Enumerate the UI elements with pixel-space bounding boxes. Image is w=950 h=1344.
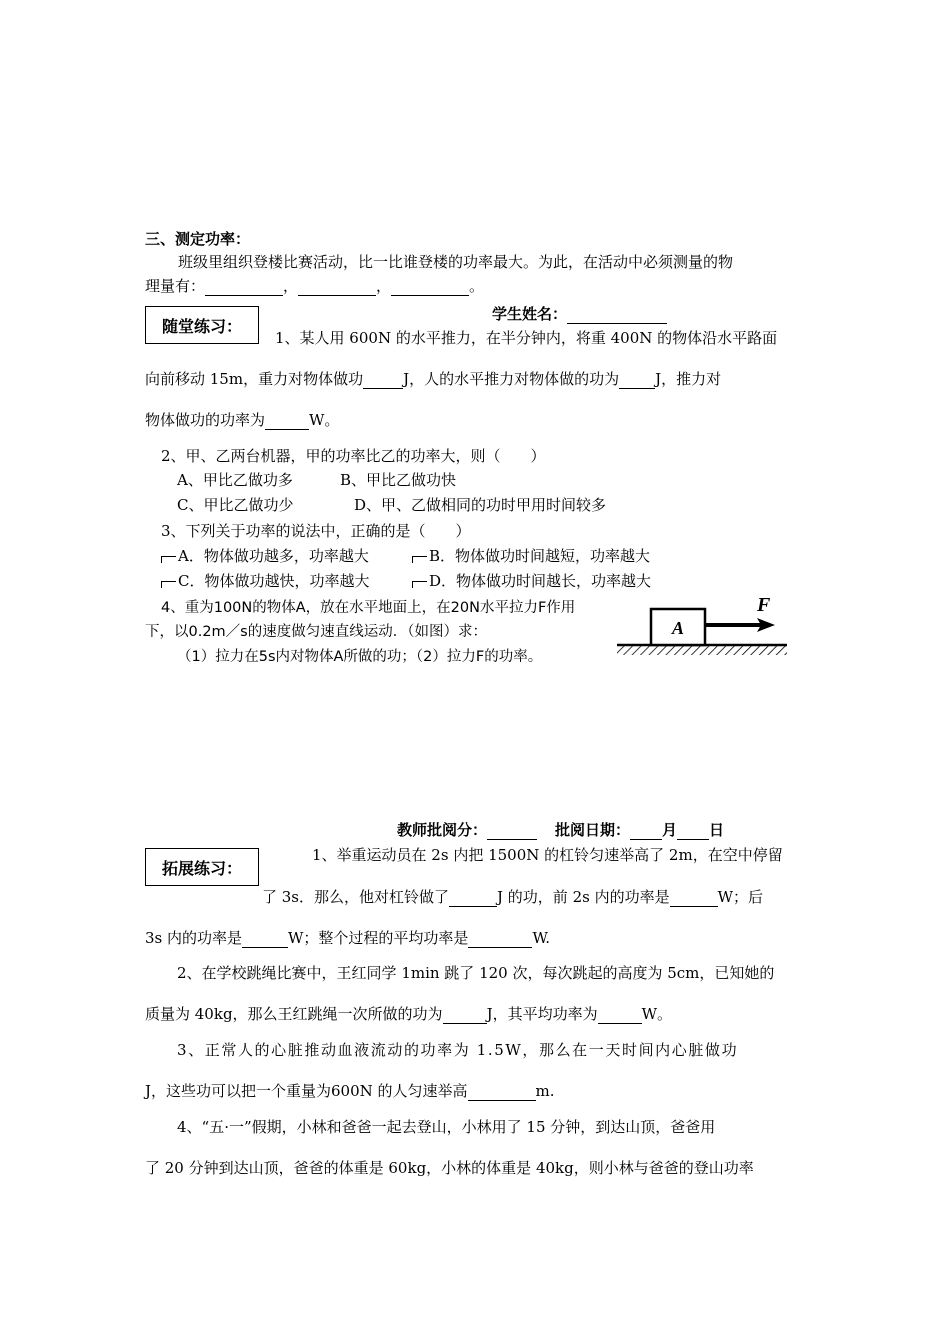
- extension-section-label: 拓展练习：: [145, 848, 259, 886]
- text-fragment: W；整个过程的平均功率是: [288, 929, 469, 947]
- text-fragment: 。: [469, 277, 485, 295]
- text-fragment: 了 3s．那么，他对杠铃做了: [262, 888, 450, 906]
- answer-blank: [449, 888, 497, 907]
- text-fragment: 3s 内的功率是: [145, 929, 243, 947]
- option-c: [161, 570, 369, 591]
- section-heading: 三、测定功率：: [145, 230, 251, 248]
- student-name-field: [492, 303, 667, 324]
- text-fragment: m.: [535, 1082, 555, 1100]
- text-fragment: ，: [283, 277, 299, 295]
- tick-mark: [161, 581, 176, 588]
- text-fragment: J，这些功可以把一个重量为600N 的人匀速举高: [145, 1082, 468, 1100]
- grading-line: [397, 819, 724, 840]
- section-text-line: [145, 275, 484, 296]
- answer-blank: [630, 821, 662, 840]
- block-label: A: [671, 618, 685, 638]
- option-b: B、甲比乙做功快: [340, 471, 457, 489]
- practice-section-label: 随堂练习：: [145, 306, 259, 344]
- question-line: 2、甲、乙两台机器，甲的功率比乙的功率大，则（ ）: [161, 447, 546, 465]
- option-a: A、甲比乙做功多: [177, 471, 293, 489]
- student-name-label: 学生姓名：: [492, 305, 568, 323]
- answer-blank: [567, 305, 667, 324]
- text-fragment: W.: [532, 929, 551, 947]
- question-line: 4、“五·一”假期，小林和爸爸一起去登山，小林用了 15 分钟，到达山顶，爸爸用: [177, 1118, 716, 1136]
- text-fragment: J 的功，前 2s 内的功率是: [497, 888, 670, 906]
- answer-blank: [670, 888, 718, 907]
- text-fragment: W；后: [717, 888, 763, 906]
- question-line: 4、重为100N的物体A，放在水平地面上，在20N水平拉力F作用: [161, 600, 576, 616]
- answer-blank: [265, 411, 309, 430]
- question-line: [145, 927, 550, 948]
- text-fragment: W。: [309, 411, 340, 429]
- answer-blank: [487, 821, 537, 840]
- question-line: （1）拉力在5s内对物体A所做的功；（2）拉力F的功率。: [177, 649, 543, 665]
- text-fragment: W。: [641, 1005, 672, 1023]
- date-label: 批阅日期：: [555, 821, 631, 839]
- answer-blank: [677, 821, 709, 840]
- answer-blank: [598, 1005, 642, 1024]
- text-fragment: 理量有：: [145, 277, 206, 295]
- option-text: A．物体做功越多，功率越大: [178, 547, 369, 565]
- text-fragment: J，推力对: [655, 370, 722, 388]
- question-line: 3、正常人的心脏推动血液流动的功率为 1.5W，那么在一天时间内心脏做功: [177, 1041, 739, 1059]
- option-c: C、甲比乙做功少: [177, 496, 294, 514]
- answer-blank: [468, 929, 532, 948]
- answer-blank: [205, 277, 283, 296]
- option-d: [412, 570, 651, 591]
- question-line: [145, 409, 339, 430]
- text-fragment: ，: [376, 277, 392, 295]
- question-line: 3、下列关于功率的说法中，正确的是（ ）: [161, 522, 471, 540]
- force-label: F: [757, 595, 771, 616]
- question-line: [145, 1080, 555, 1101]
- answer-blank: [619, 370, 655, 389]
- question-line: [145, 1003, 672, 1024]
- text-fragment: 质量为 40kg，那么王红跳绳一次所做的功为: [145, 1005, 443, 1023]
- text-fragment: 物体做功的功率为: [145, 411, 266, 429]
- answer-blank: [363, 370, 403, 389]
- text-fragment: 向前移动 15m，重力对物体做功: [145, 370, 364, 388]
- answer-blank: [468, 1082, 536, 1101]
- section-text-line: 班级里组织登楼比赛活动，比一比谁登楼的功率最大。为此，在活动中必须测量的物: [178, 253, 734, 271]
- score-label: 教师批阅分：: [397, 821, 488, 839]
- answer-blank: [391, 277, 469, 296]
- day-label: 日: [709, 821, 725, 839]
- tick-mark: [161, 556, 176, 563]
- question-line: 1、某人用 600N 的水平推力，在半分钟内，将重 400N 的物体沿水平路面: [275, 329, 778, 347]
- question-line: [145, 368, 721, 389]
- text-fragment: J，人的水平推力对物体做的功为: [403, 370, 620, 388]
- option-text: C．物体做功越快，功率越大: [178, 572, 370, 590]
- answer-blank: [443, 1005, 487, 1024]
- option-d: D、甲、乙做相同的功时甲用时间较多: [354, 496, 607, 514]
- text-fragment: J，其平均功率为: [486, 1005, 598, 1023]
- month-label: 月: [662, 821, 678, 839]
- force-diagram: [615, 595, 790, 660]
- answer-blank: [298, 277, 376, 296]
- question-line: 1、举重运动员在 2s 内把 1500N 的杠铃匀速举高了 2m，在空中停留: [312, 846, 783, 864]
- question-line: [262, 886, 763, 907]
- option-text: D．物体做功时间越长，功率越大: [429, 572, 652, 590]
- option-text: B．物体做功时间越短，功率越大: [429, 547, 651, 565]
- ground-hatch: [617, 645, 787, 655]
- question-line: 2、在学校跳绳比赛中，王红同学 1min 跳了 120 次，每次跳起的高度为 5cm，已知她的: [177, 964, 775, 982]
- tick-mark: [412, 556, 427, 563]
- question-line: 下，以0.2m／s的速度做匀速直线运动．（如图）求：: [145, 624, 487, 640]
- answer-blank: [242, 929, 288, 948]
- option-a: [161, 545, 369, 566]
- question-line: 了 20 分钟到达山顶，爸爸的体重是 60kg，小林的体重是 40kg，则小林与爸爸的登山功率: [145, 1159, 754, 1177]
- option-b: [412, 545, 650, 566]
- tick-mark: [412, 581, 427, 588]
